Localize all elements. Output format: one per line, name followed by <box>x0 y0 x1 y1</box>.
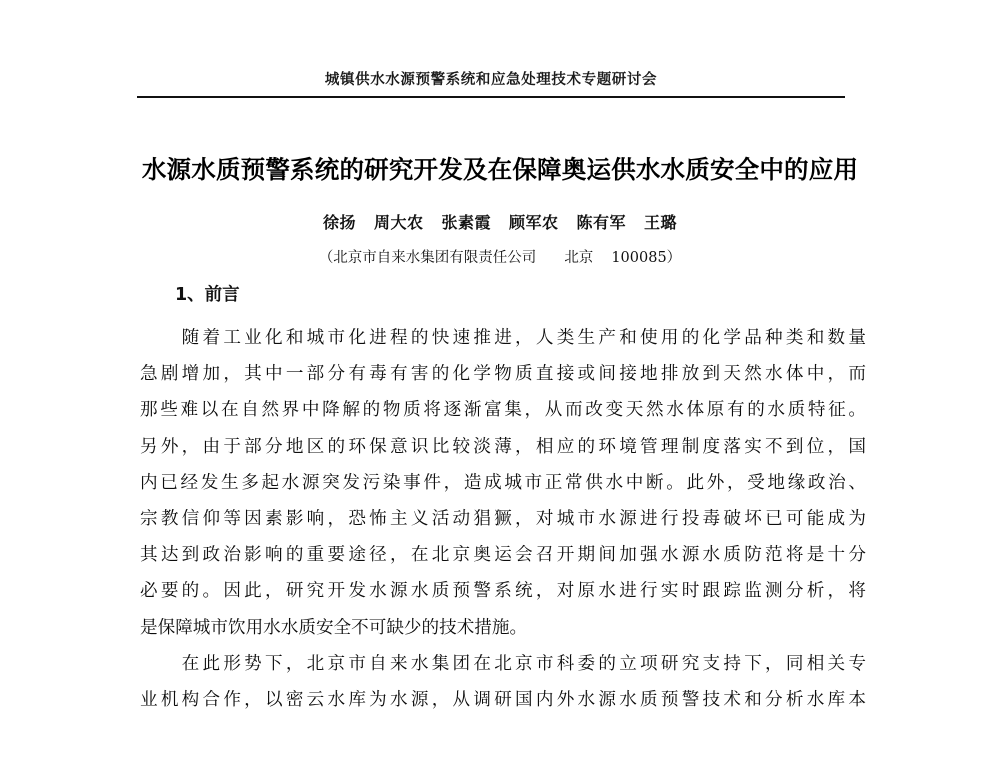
author-name: 徐扬 <box>322 213 356 232</box>
body-text <box>140 320 866 718</box>
section-heading-preface: 1、前言 <box>175 285 240 305</box>
paragraph-line: 必要的。因此，研究开发水源水质预警系统，对原水进行实时跟踪监测分析，将 <box>140 581 866 602</box>
affiliation-institution: （北京市自来水集团有限责任公司 <box>318 250 537 266</box>
author-list <box>140 210 860 233</box>
author-name: 张素霞 <box>441 213 491 232</box>
paragraph-line: 急剧增加，其中一部分有毒有害的化学物质直接或间接地排放到天然水体中，而 <box>140 364 866 385</box>
author-name: 周大农 <box>373 213 424 232</box>
paragraph-line: 另外，由于部分地区的环保意识比较淡薄，相应的环境管理制度落实不到位，国 <box>140 436 866 457</box>
header-rule-divider <box>137 96 845 98</box>
paragraph-line: 是保障城市饮用水水质安全不可缺少的技术措施。 <box>140 617 528 638</box>
paragraph-line: 宗教信仰等因素影响，恐怖主义活动猖獗，对城市水源进行投毒破坏已可能成为 <box>140 508 866 529</box>
author-name: 王璐 <box>644 213 678 232</box>
paragraph-line: 内已经发生多起水源突发污染事件，造成城市正常供水中断。此外，受地缘政治、 <box>140 472 866 493</box>
paragraph-line: 其达到政治影响的重要途径，在北京奥运会召开期间加强水源水质防范将是十分 <box>140 545 866 566</box>
paragraph-line: 业机构合作，以密云水库为水源，从调研国内外水源水质预警技术和分析水库本 <box>140 689 866 710</box>
affiliation-paren-close: ） <box>666 250 682 266</box>
affiliation <box>140 246 860 267</box>
running-header: 城镇供水水源预警系统和应急处理技术专题研讨会 <box>324 71 658 88</box>
author-name: 陈有军 <box>576 213 627 232</box>
page-title: 水源水质预警系统的研究开发及在保障奥运供水水质安全中的应用 <box>141 155 859 184</box>
paragraph-line: 在此形势下，北京市自来水集团在北京市科委的立项研究支持下，同相关专 <box>140 653 866 674</box>
paragraph-line: 随着工业化和城市化进程的快速推进，人类生产和使用的化学品种类和数量 <box>140 328 866 348</box>
author-name: 顾军农 <box>509 213 559 232</box>
affiliation-city: 北京 <box>564 250 594 266</box>
affiliation-postal-code: 100085 <box>611 250 667 266</box>
paragraph-line: 那些难以在自然界中降解的物质将逐渐富集，从而改变天然水体原有的水质特征。 <box>140 400 866 421</box>
